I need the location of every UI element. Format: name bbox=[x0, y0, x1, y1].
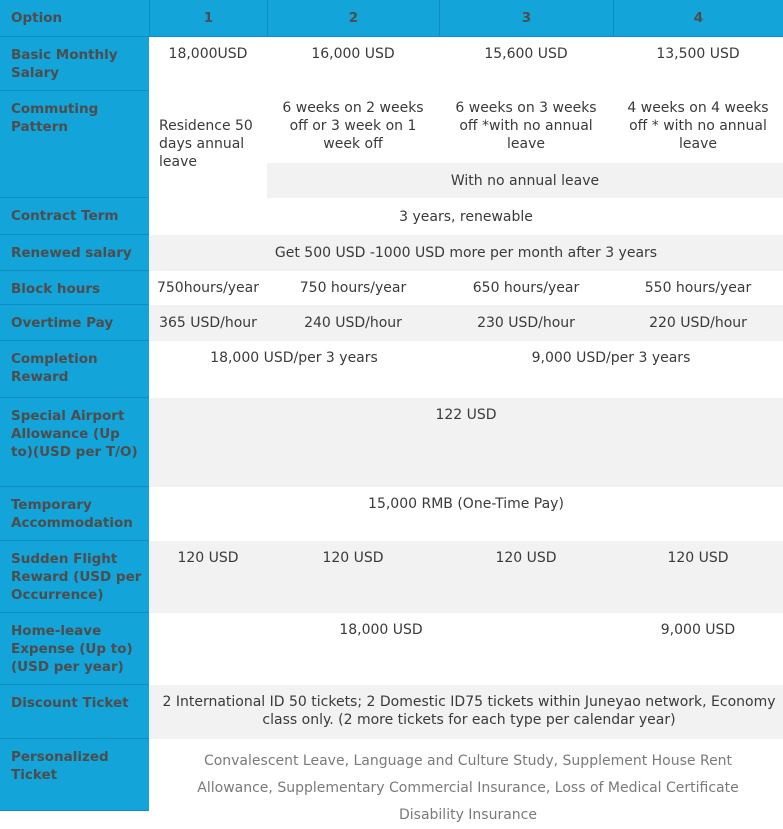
row-label-personalized: Personalized Ticket bbox=[0, 739, 149, 811]
row-label-commuting: Commuting Pattern bbox=[0, 91, 149, 198]
contract-term: 3 years, renewable bbox=[149, 198, 783, 235]
block-hours-3: 650 hours/year bbox=[439, 271, 613, 305]
renewed-salary: Get 500 USD -1000 USD more per month after 3 years bbox=[149, 235, 783, 271]
completion-3-4: 9,000 USD/per 3 years bbox=[439, 341, 783, 398]
overtime-1: 365 USD/hour bbox=[149, 305, 267, 341]
row-label-completion: Completion Reward bbox=[0, 341, 149, 398]
basic-salary-1: 18,000USD bbox=[149, 37, 267, 91]
discount-ticket: 2 International ID 50 tickets; 2 Domestic ID75 tickets within Juneyao network, Economy class only. (2 more tickets for each type per calendar year) bbox=[149, 685, 783, 739]
row-label-block-hours: Block hours bbox=[0, 271, 149, 305]
commuting-2: 6 weeks on 2 weeks off or 3 week on 1 week off bbox=[267, 91, 439, 163]
row-label-home-leave: Home-leave Expense (Up to) (USD per year) bbox=[0, 613, 149, 685]
header-option-1: 1 bbox=[149, 0, 267, 37]
sudden-2: 120 USD bbox=[267, 541, 439, 613]
block-hours-1: 750hours/year bbox=[149, 271, 267, 305]
commuting-note: With no annual leave bbox=[267, 163, 783, 198]
accommodation: 15,000 RMB (One-Time Pay) bbox=[149, 487, 783, 541]
header-option-2: 2 bbox=[267, 0, 439, 37]
overtime-4: 220 USD/hour bbox=[613, 305, 783, 341]
overtime-2: 240 USD/hour bbox=[267, 305, 439, 341]
row-label-airport: Special Airport Allowance (Up to)(USD per T/O) bbox=[0, 398, 149, 487]
completion-1-2: 18,000 USD/per 3 years bbox=[149, 341, 439, 398]
overtime-3: 230 USD/hour bbox=[439, 305, 613, 341]
header-option-3: 3 bbox=[439, 0, 613, 37]
row-label-renewed: Renewed salary bbox=[0, 235, 149, 271]
header-option-4: 4 bbox=[613, 0, 783, 37]
row-label-overtime: Overtime Pay bbox=[0, 305, 149, 341]
row-label-contract: Contract Term bbox=[0, 198, 149, 235]
basic-salary-2: 16,000 USD bbox=[267, 37, 439, 91]
row-label-basic-salary: Basic Monthly Salary bbox=[0, 37, 149, 91]
home-leave-1-3: 18,000 USD bbox=[149, 613, 613, 685]
sudden-3: 120 USD bbox=[439, 541, 613, 613]
commuting-4: 4 weeks on 4 weeks off * with no annual leave bbox=[613, 91, 783, 163]
commuting-3: 6 weeks on 3 weeks off *with no annual leave bbox=[439, 91, 613, 163]
home-leave-4: 9,000 USD bbox=[613, 613, 783, 685]
row-label-sudden: Sudden Flight Reward (USD per Occurrence) bbox=[0, 541, 149, 613]
personalized-ticket: Convalescent Leave, Language and Culture Study, Supplement House Rent Allowance, Supplementary Commercial Insurance, Loss of Medical Certificate Disability Insurance bbox=[149, 739, 783, 811]
sudden-1: 120 USD bbox=[149, 541, 267, 613]
block-hours-4: 550 hours/year bbox=[613, 271, 783, 305]
commuting-1: Residence 50 days annual leave bbox=[149, 91, 267, 198]
sudden-4: 120 USD bbox=[613, 541, 783, 613]
block-hours-2: 750 hours/year bbox=[267, 271, 439, 305]
airport-allowance: 122 USD bbox=[149, 398, 783, 487]
basic-salary-3: 15,600 USD bbox=[439, 37, 613, 91]
row-label-discount: Discount Ticket bbox=[0, 685, 149, 739]
header-option: Option bbox=[0, 0, 149, 37]
basic-salary-4: 13,500 USD bbox=[613, 37, 783, 91]
row-label-accommodation: Temporary Accommodation bbox=[0, 487, 149, 541]
